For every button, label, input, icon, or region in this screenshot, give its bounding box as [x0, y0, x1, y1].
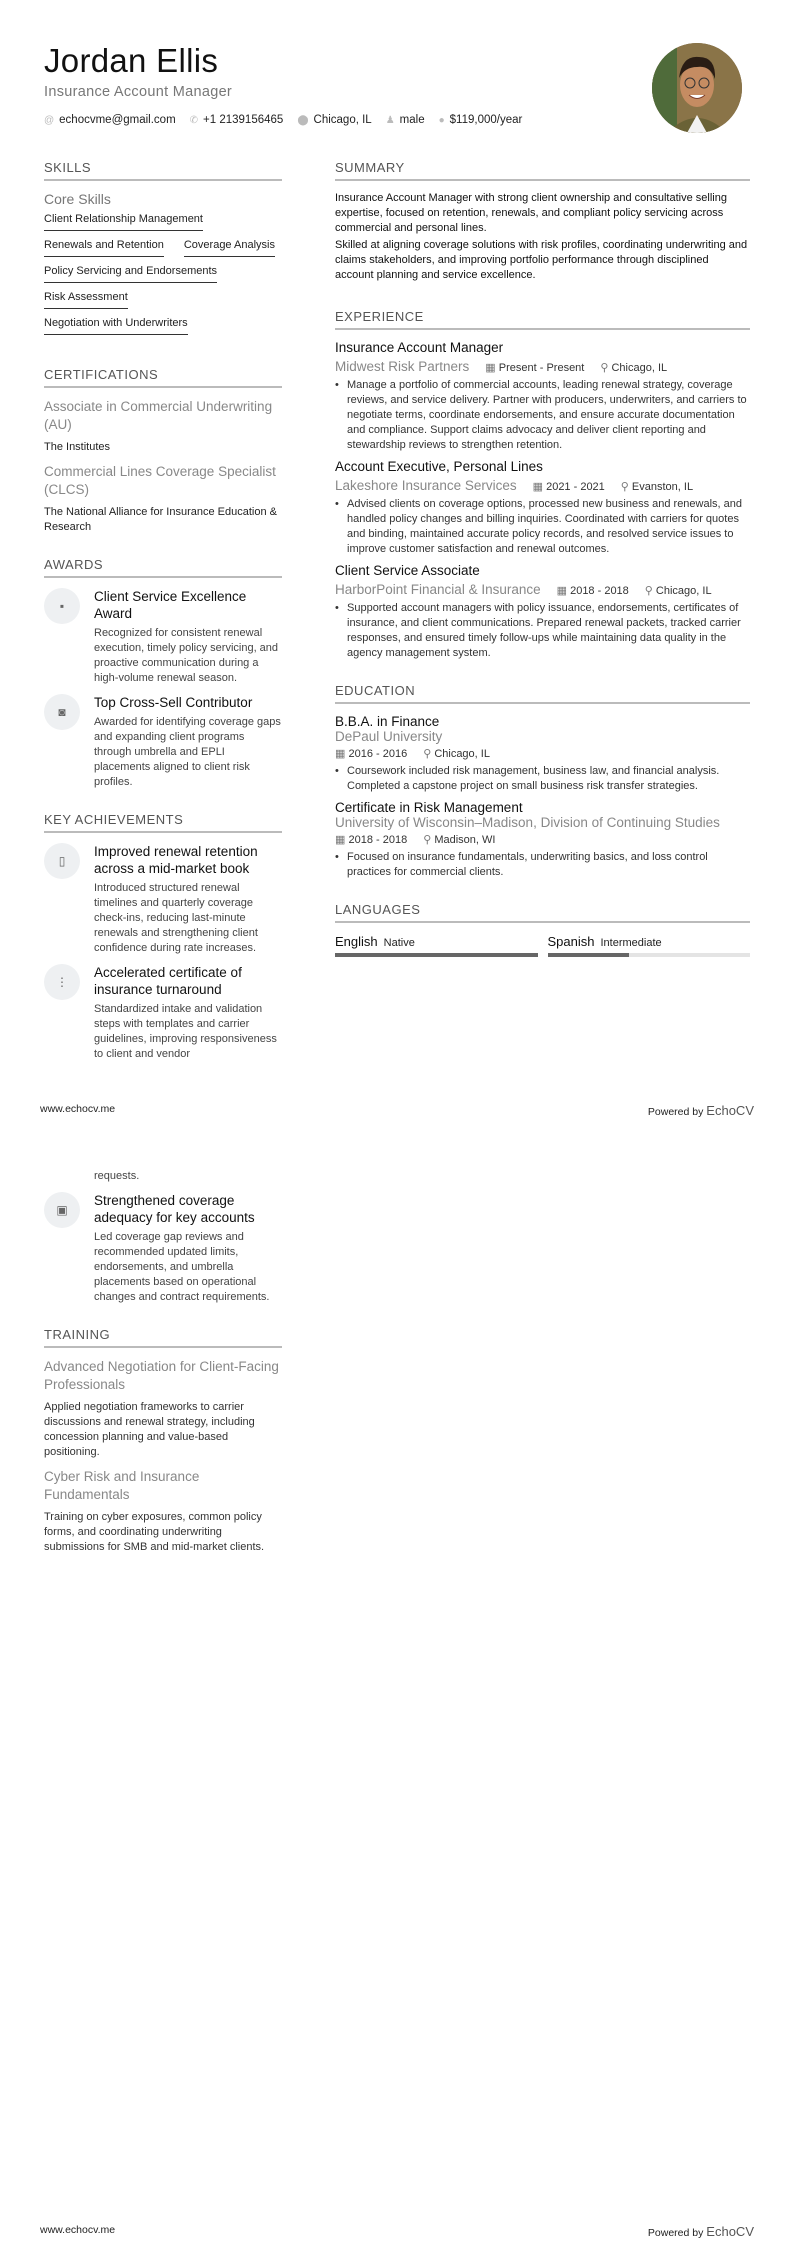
experience-item [335, 340, 750, 453]
skill-item: Policy Servicing and Endorsements [44, 265, 217, 283]
footer-site-link[interactable]: www.echocv.me [40, 1103, 116, 1115]
degree: Certificate in Risk Management [335, 800, 523, 815]
contact-salary: ● $119,000/year [438, 114, 523, 126]
at-icon: @ [44, 115, 55, 126]
awards-heading: AWARDS [44, 557, 282, 578]
job-location: ⚲ Evanston, IL [620, 481, 694, 493]
skill-item: Risk Assessment [44, 291, 128, 309]
location-icon: ⚲ [620, 481, 629, 493]
edu-location: ⚲ Chicago, IL [423, 748, 490, 760]
skill-item: Client Relationship Management [44, 213, 203, 231]
location-icon: ⚲ [423, 748, 432, 760]
education-item [335, 800, 750, 880]
education-heading: EDUCATION [335, 683, 750, 704]
job-description: • Manage a portfolio of commercial accounts, leading renewal strategy, coverage reviews, and service delivery. Partner with producers, underwriters, and carriers to negotiate terms, coordinate endorsements, and ensure accurate documentation and compliance. Support claims advocacy and deliver client reporting and stewardship reviews to strengthen retention. [335, 378, 750, 453]
award-item: ▪ Client Service Excellence Award Recognized for consistent renewal execution, timely policy servicing, and proactive communication during a high-volume renewal season. [44, 588, 282, 686]
job-dates: ▦ 2018 - 2018 [556, 585, 629, 597]
contact-list [44, 114, 522, 126]
footer-site-link[interactable]: www.echocv.me [40, 2224, 116, 2236]
training-item: Advanced Negotiation for Client-Facing Professionals Applied negotiation frameworks to carrier discussions and renewal strategy, including concession planning and value-based positioning. [44, 1359, 279, 1458]
footer [40, 2224, 754, 2239]
camera-icon: ◙ [44, 694, 80, 730]
summary-heading: SUMMARY [335, 160, 750, 181]
skills-list [44, 213, 282, 343]
achievements-heading: KEY ACHIEVEMENTS [44, 812, 282, 833]
user-icon: ♟ [385, 115, 395, 126]
skill-item: Negotiation with Underwriters [44, 317, 188, 335]
edu-dates: ▦ 2018 - 2018 [335, 834, 408, 846]
location-icon: ⚲ [423, 834, 432, 846]
experience-item [335, 563, 750, 661]
edu-description: • Focused on insurance fundamentals, underwriting basics, and loss control practices for commercial clients. [335, 850, 750, 880]
location-icon: ⬤ [297, 115, 309, 126]
school: DePaul University [335, 729, 443, 744]
skill-item: Renewals and Retention [44, 239, 164, 257]
company: Lakeshore Insurance Services [335, 478, 517, 493]
languages-heading: LANGUAGES [335, 902, 750, 923]
mobile-icon: ▯ [44, 843, 80, 879]
left-column-continued [44, 1165, 282, 1563]
training-heading: TRAINING [44, 1327, 282, 1348]
job-dates: ▦ 2021 - 2021 [532, 481, 605, 493]
contact-email[interactable]: @ echocvme@gmail.com [44, 114, 176, 126]
company: Midwest Risk Partners [335, 359, 470, 374]
calendar-icon: ▦ [335, 834, 346, 846]
footer-powered: Powered by EchoCV [647, 2224, 754, 2239]
certifications-heading: CERTIFICATIONS [44, 367, 282, 388]
skills-group: Core Skills [44, 191, 111, 207]
book-icon: ▣ [44, 1192, 80, 1228]
candidate-name: Jordan Ellis [44, 42, 219, 79]
calendar-icon: ▦ [556, 585, 568, 597]
contact-gender: ♟ male [385, 114, 425, 126]
footer-powered: Powered by EchoCV [647, 1103, 754, 1118]
company: HarborPoint Financial & Insurance [335, 582, 541, 597]
calendar-icon: ▦ [335, 748, 346, 760]
certification-item: Associate in Commercial Underwriting (AU) The Institutes [44, 399, 273, 453]
school: University of Wisconsin–Madison, Division of Continuing Studies [335, 815, 720, 830]
achievement-desc-continued: requests. [94, 1170, 140, 1182]
job-role: Insurance Account Manager [335, 340, 504, 355]
location-icon: ⚲ [600, 362, 609, 374]
page-2 [0, 1123, 794, 2246]
achievement-item: ⋮ Accelerated certificate of insurance turnaround Standardized intake and validation steps with templates and carrier guidelines, improving responsiveness to client and vendor [44, 964, 282, 1062]
right-column [335, 160, 750, 957]
summary-paragraph: Insurance Account Manager with strong client ownership and consultative selling expertise, focused on retention, renewals, and compliant policy servicing across commercial and personal lines. [335, 192, 727, 234]
left-column [44, 160, 282, 1070]
job-location: ⚲ Chicago, IL [644, 585, 712, 597]
job-role: Account Executive, Personal Lines [335, 459, 543, 474]
calendar-icon: ▦ [532, 481, 544, 493]
edu-location: ⚲ Madison, WI [423, 834, 496, 846]
job-role: Client Service Associate [335, 563, 480, 578]
achievement-item: ▯ Improved renewal retention across a mid-market book Introduced structured renewal timelines and quarterly coverage check-ins, reducing last-minute renewals and strengthening client confidence during rate increases. [44, 843, 282, 956]
degree: B.B.A. in Finance [335, 714, 440, 729]
calendar-icon: ▦ [485, 362, 496, 374]
job-description: • Advised clients on coverage options, processed new business and renewals, and handled policy changes and billing inquiries. Coordinated with carriers for quotes and binding, maintained accurate policy records, and resolved service issues to improve customer satisfaction and renewal outcomes. [335, 497, 750, 557]
terminal-icon: ▪ [44, 588, 80, 624]
summary-paragraph: Skilled at aligning coverage solutions with risk profiles, coordinating underwriting and claims stakeholders, and improving portfolio performance through disciplined account planning and service excellence. [335, 239, 748, 281]
edu-dates: ▦ 2016 - 2016 [335, 748, 408, 760]
avatar [652, 43, 742, 133]
training-item: Cyber Risk and Insurance Fundamentals Training on cyber exposures, common policy forms, and coordinating underwriting submissions for SMB and mid-market clients. [44, 1469, 265, 1553]
job-dates: ▦ Present - Present [485, 362, 585, 374]
money-icon: ● [438, 115, 445, 126]
achievement-item: ▣ Strengthened coverage adequacy for key accounts Led coverage gap reviews and recommended updated limits, endorsements, and umbrella placements based on operational changes and contract requirements. [44, 1192, 282, 1305]
location-icon: ⚲ [644, 585, 653, 597]
languages-list [335, 933, 750, 957]
more-vertical-icon: ⋮ [44, 964, 80, 1000]
language-item: English Native [335, 933, 538, 957]
language-item: Spanish Intermediate [548, 933, 751, 957]
edu-description: • Coursework included risk management, business law, and financial analysis. Completed a capstone project on small business risk transfer strategies. [335, 764, 750, 794]
language-level-bar [548, 953, 751, 957]
experience-item [335, 459, 750, 557]
contact-phone[interactable]: ✆ +1 2139156465 [189, 114, 284, 126]
candidate-title: Insurance Account Manager [44, 84, 233, 100]
award-item: ◙ Top Cross-Sell Contributor Awarded for identifying coverage gaps and expanding client programs through umbrella and EPLI placements aligned to client risk profiles. [44, 694, 282, 790]
language-level-bar [335, 953, 538, 957]
job-description: • Supported account managers with policy issuance, endorsements, certificates of insurance, and client communications. Prepared renewal packets, tracked carrier responses, and ensured timely follow-ups while maintaining data quality in the agency management system. [335, 601, 750, 661]
job-location: ⚲ Chicago, IL [600, 362, 668, 374]
skill-item: Coverage Analysis [184, 239, 275, 257]
certification-item: Commercial Lines Coverage Specialist (CLCS) The National Alliance for Insurance Education & Research [44, 464, 277, 533]
header [44, 42, 522, 126]
skills-heading: SKILLS [44, 160, 282, 181]
phone-icon: ✆ [189, 115, 199, 126]
contact-location: ⬤ Chicago, IL [297, 114, 372, 126]
footer [40, 1103, 754, 1118]
education-item [335, 714, 750, 794]
experience-heading: EXPERIENCE [335, 309, 750, 330]
